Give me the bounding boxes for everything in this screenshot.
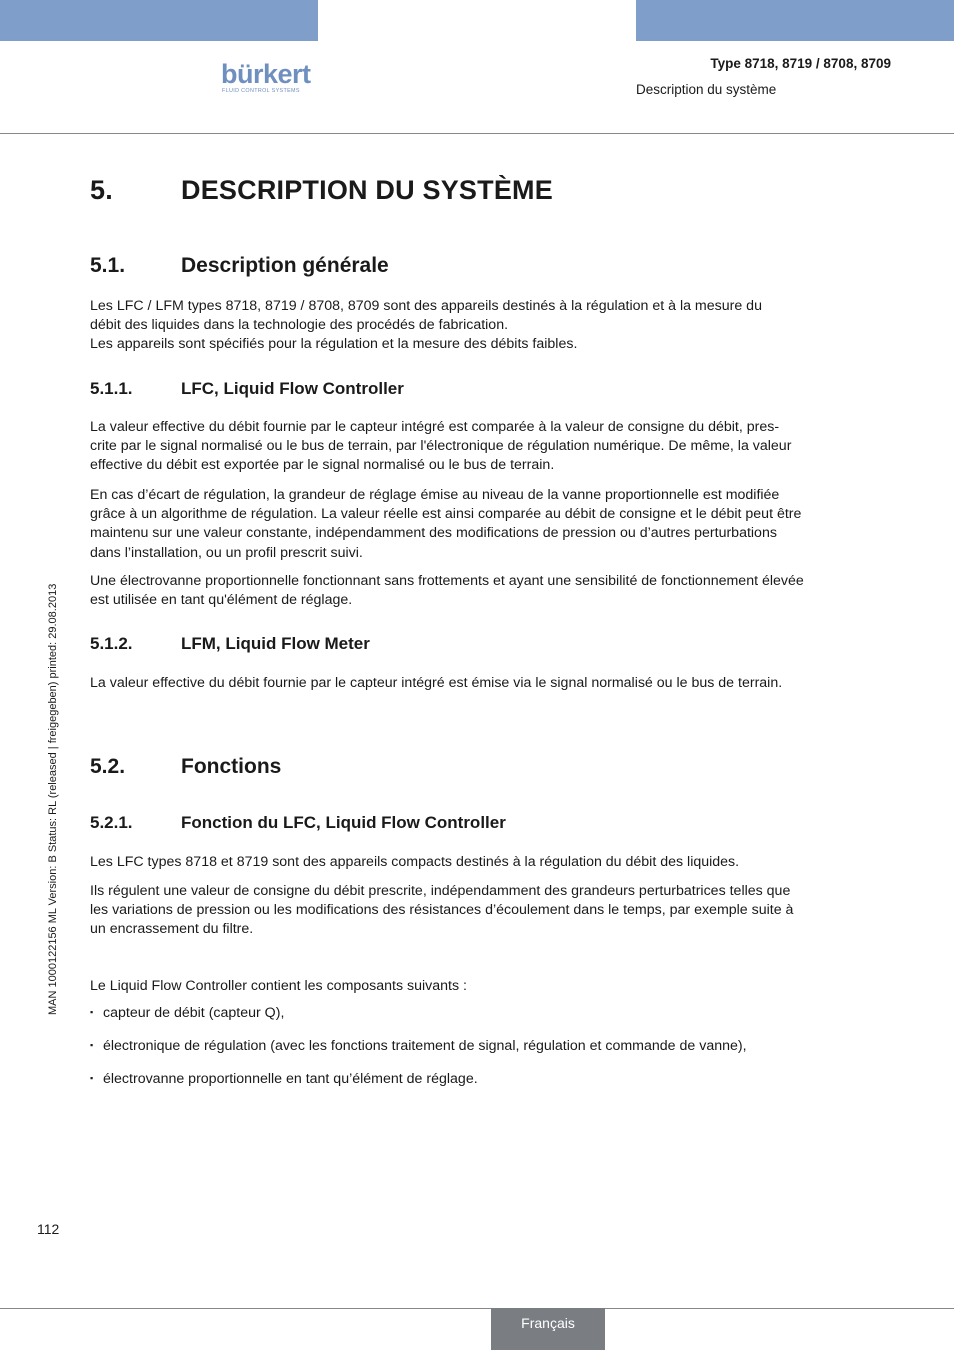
header-divider <box>0 133 954 134</box>
paragraph-line: dans l’installation, ou un profil prescrit suivi. <box>90 544 363 561</box>
header-band-left <box>0 0 318 41</box>
language-tab: Français <box>491 1308 605 1350</box>
paragraph-line: En cas d’écart de régulation, la grandeur de réglage émise au niveau de la vanne proportionnelle est modifiée <box>90 487 780 503</box>
subsection-number: 5.1.1. <box>90 379 133 398</box>
paragraph-line: un encrassement du filtre. <box>90 921 254 938</box>
print-metadata-note: MAN 1000122156 ML Version: B Status: RL (released | freigegeben) printed: 29.08.2013 <box>47 583 59 1015</box>
subsection-title: Fonction du LFC, Liquid Flow Controller <box>181 813 506 832</box>
subsection-heading-5-2-1 <box>90 813 506 833</box>
document-section-line: Description du système <box>636 82 777 97</box>
paragraph-5-2-1-b <box>90 882 870 940</box>
paragraph-line: Les LFC / LFM types 8718, 8719 / 8708, 8709 sont des appareils destinés à la régulation et à la mesure du <box>90 298 762 314</box>
paragraph-line: Ils régulent une valeur de consigne du débit prescrite, indépendamment des grandeurs perturbatrices telles que <box>90 883 791 899</box>
paragraph-line: est utilisée en tant qu'élément de réglage. <box>90 592 353 609</box>
subsection-heading-5-1-1 <box>90 379 404 399</box>
section-number: 5.1. <box>90 254 126 277</box>
bullet-icon: ▪ <box>90 1007 94 1017</box>
paragraph-line: Les appareils sont spécifiés pour la régulation et la mesure des débits faibles. <box>90 336 578 353</box>
paragraph-5-2-1-a <box>90 853 870 872</box>
list-item <box>90 1038 747 1054</box>
chapter-number: 5. <box>90 175 113 205</box>
paragraph-line: grâce à un algorithme de régulation. La valeur réelle est ainsi comparée au débit de consigne et le débit peut être <box>90 506 802 523</box>
subsection-title: LFM, Liquid Flow Meter <box>181 634 370 653</box>
paragraph-line: effective du débit est exportée par le signal normalisé ou le bus de terrain. <box>90 457 555 474</box>
bullet-icon: ▪ <box>90 1040 94 1050</box>
burkert-logo <box>221 58 319 98</box>
header-band-right <box>636 0 954 41</box>
paragraph-line: La valeur effective du débit fournie par le capteur intégré est comparée à la valeur de consigne du débit, pres- <box>90 419 780 435</box>
paragraph-5-1-1-b <box>90 486 870 563</box>
chapter-title: DESCRIPTION DU SYSTÈME <box>181 175 553 205</box>
subsection-number: 5.1.2. <box>90 634 133 653</box>
paragraph-line: Les LFC types 8718 et 8719 sont des appareils compacts destinés à la régulation du débit des liquides. <box>90 854 740 870</box>
subsection-title: LFC, Liquid Flow Controller <box>181 379 404 398</box>
paragraph-line: maintenu sur une valeur constante, indépendamment des modifications de pression ou d’autres perturbations <box>90 525 777 542</box>
logo-wordmark: bürkert <box>221 59 311 89</box>
paragraph-line: débit des liquides dans la technologie des procédés de fabrication. <box>90 317 509 334</box>
logo-subtext: FLUID CONTROL SYSTEMS <box>222 88 300 94</box>
paragraph-line: Le Liquid Flow Controller contient les composants suivants : <box>90 978 467 994</box>
bullet-icon: ▪ <box>90 1073 94 1083</box>
page-number: 112 <box>37 1221 60 1237</box>
paragraph-line: les variations de pression ou les modifications des résistances d’écoulement dans le temps, par exemple suite à <box>90 902 794 919</box>
paragraph-5-1-2 <box>90 674 870 693</box>
list-item-text: électronique de régulation (avec les fonctions traitement de signal, régulation et commande de vanne), <box>103 1038 747 1054</box>
paragraph-line: La valeur effective du débit fournie par le capteur intégré est émise via le signal normalisé ou le bus de terrain. <box>90 675 783 691</box>
footer-divider <box>0 1308 954 1309</box>
section-number: 5.2. <box>90 755 126 778</box>
paragraph-5-1-1-a <box>90 418 870 476</box>
subsection-number: 5.2.1. <box>90 813 133 832</box>
list-item-text: électrovanne proportionnelle en tant qu’élément de réglage. <box>103 1071 478 1087</box>
section-title: Fonctions <box>181 755 282 778</box>
paragraph-5-1 <box>90 297 870 355</box>
section-heading-5-2 <box>90 755 281 779</box>
section-title: Description générale <box>181 254 389 277</box>
paragraph-5-2-1-c <box>90 977 870 996</box>
paragraph-5-1-1-c <box>90 572 870 610</box>
list-item <box>90 1071 478 1087</box>
chapter-heading <box>90 175 553 206</box>
document-type-line: Type 8718, 8719 / 8708, 8709 <box>710 56 891 71</box>
subsection-heading-5-1-2 <box>90 634 370 654</box>
section-heading-5-1 <box>90 254 389 278</box>
list-item-text: capteur de débit (capteur Q), <box>103 1005 285 1021</box>
paragraph-line: Une électrovanne proportionnelle fonctionnant sans frottements et ayant une sensibilité de fonctionnement élevée <box>90 573 804 589</box>
list-item <box>90 1005 284 1021</box>
paragraph-line: crite par le signal normalisé ou le bus de terrain, par l'électronique de régulation numérique. De même, la valeur <box>90 438 792 455</box>
